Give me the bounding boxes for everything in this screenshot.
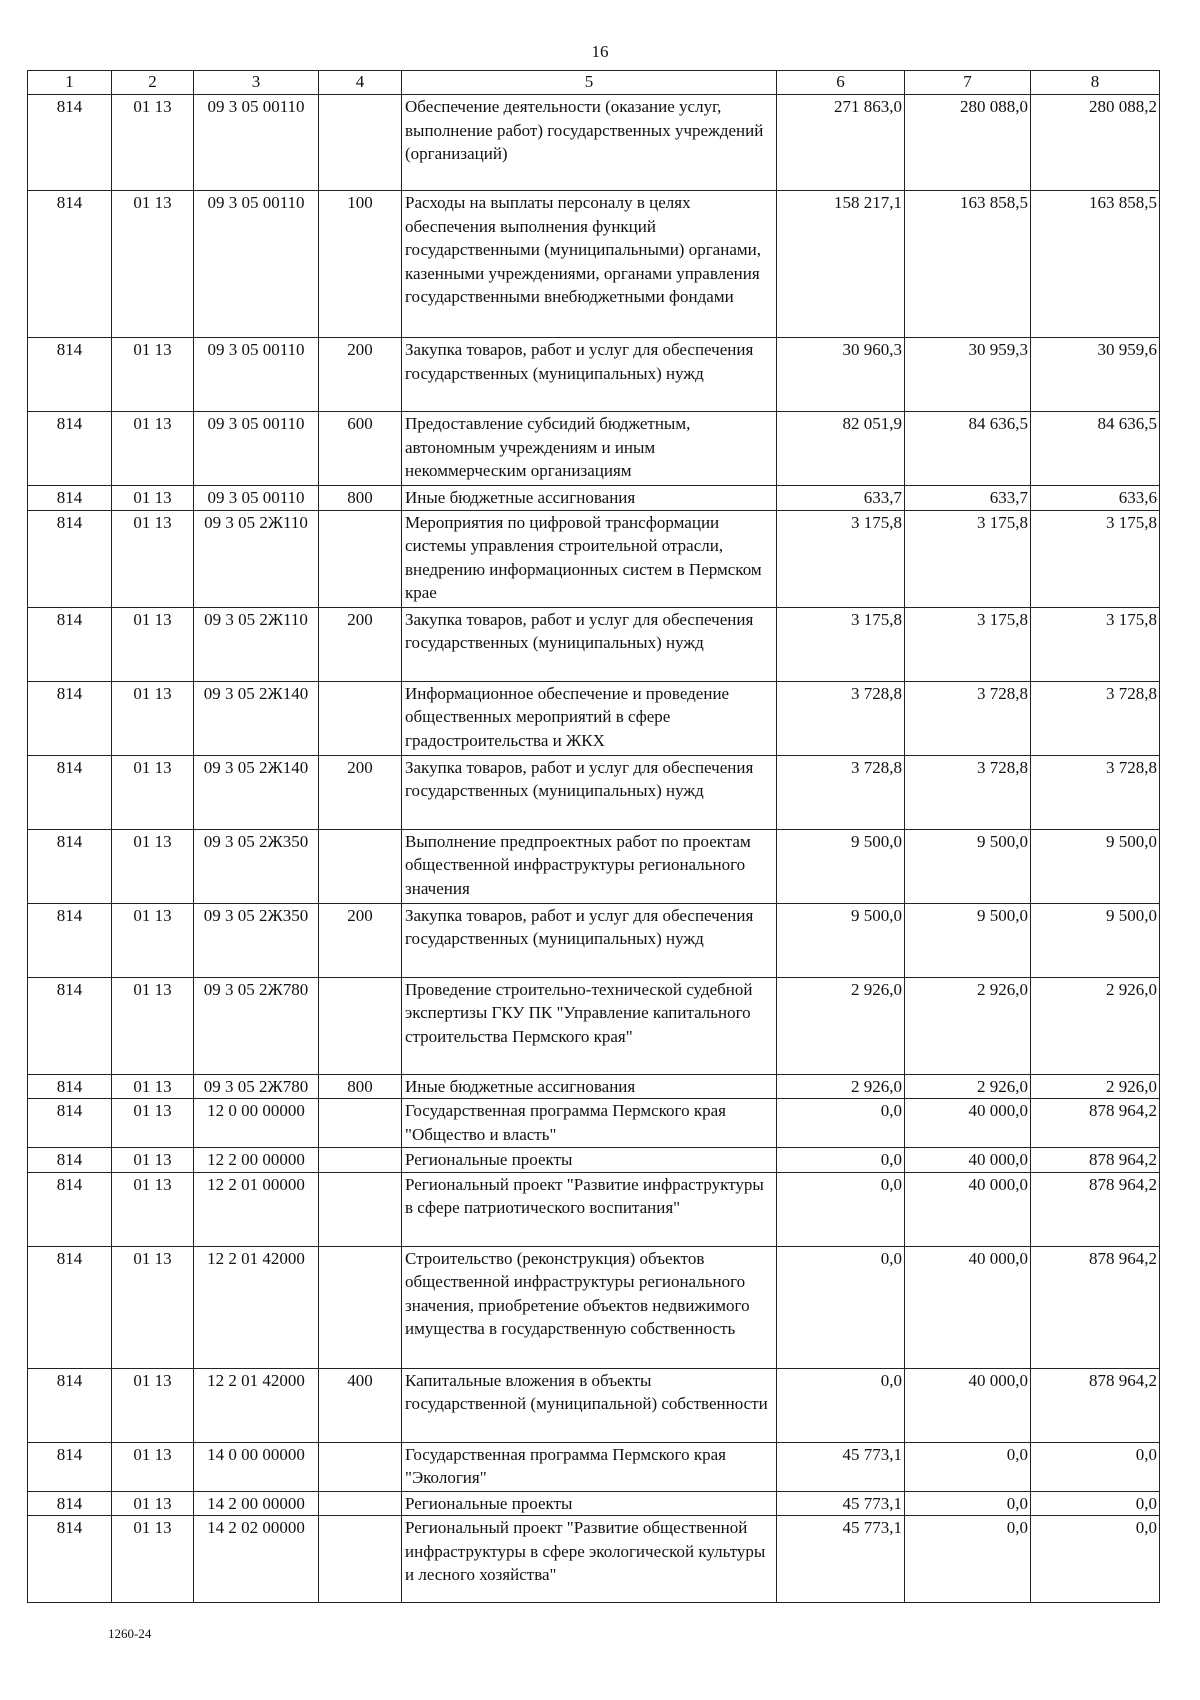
cell-ministry: 814 [28, 1099, 112, 1148]
cell-target-article: 09 3 05 2Ж110 [194, 607, 319, 681]
cell-amount-col8: 878 964,2 [1031, 1368, 1160, 1442]
cell-section: 01 13 [112, 681, 194, 755]
cell-amount-col6: 158 217,1 [777, 191, 905, 338]
cell-amount-col6: 0,0 [777, 1148, 905, 1173]
cell-target-article: 12 2 01 42000 [194, 1368, 319, 1442]
table-row [28, 486, 1160, 511]
cell-expense-type: 600 [319, 412, 402, 486]
page-number: 16 [591, 42, 609, 61]
cell-description: Мероприятия по цифровой трансформации системы управления строительной отрасли, внедрению информационных систем в Пермском крае [402, 510, 777, 607]
cell-expense-type [319, 681, 402, 755]
cell-expense-type [319, 1491, 402, 1516]
cell-description: Строительство (реконструкция) объектов общественной инфраструктуры регионального значения, приобретение объектов недвижимого имущества в государственную собственность [402, 1246, 777, 1368]
cell-section: 01 13 [112, 412, 194, 486]
cell-amount-col7: 0,0 [905, 1491, 1031, 1516]
table-row [28, 1074, 1160, 1099]
cell-amount-col7: 40 000,0 [905, 1099, 1031, 1148]
cell-amount-col6: 0,0 [777, 1172, 905, 1246]
cell-target-article: 12 2 00 00000 [194, 1148, 319, 1173]
cell-section: 01 13 [112, 1074, 194, 1099]
cell-description: Региональные проекты [402, 1148, 777, 1173]
cell-amount-col7: 30 959,3 [905, 338, 1031, 412]
table-row [28, 1516, 1160, 1603]
column-header: 6 [777, 71, 905, 95]
cell-amount-col8: 3 175,8 [1031, 607, 1160, 681]
cell-section: 01 13 [112, 1491, 194, 1516]
cell-amount-col8: 878 964,2 [1031, 1148, 1160, 1173]
cell-amount-col7: 3 728,8 [905, 681, 1031, 755]
cell-amount-col7: 633,7 [905, 486, 1031, 511]
cell-amount-col6: 271 863,0 [777, 95, 905, 191]
cell-description: Иные бюджетные ассигнования [402, 1074, 777, 1099]
cell-target-article: 09 3 05 2Ж140 [194, 681, 319, 755]
cell-amount-col8: 3 175,8 [1031, 510, 1160, 607]
cell-ministry: 814 [28, 1246, 112, 1368]
cell-ministry: 814 [28, 191, 112, 338]
cell-description: Закупка товаров, работ и услуг для обеспечения государственных (муниципальных) нужд [402, 338, 777, 412]
cell-ministry: 814 [28, 510, 112, 607]
table-row [28, 1442, 1160, 1491]
cell-target-article: 12 2 01 00000 [194, 1172, 319, 1246]
cell-amount-col7: 3 175,8 [905, 607, 1031, 681]
cell-target-article: 14 2 00 00000 [194, 1491, 319, 1516]
cell-ministry: 814 [28, 1074, 112, 1099]
cell-amount-col6: 633,7 [777, 486, 905, 511]
cell-amount-col8: 280 088,2 [1031, 95, 1160, 191]
cell-amount-col7: 40 000,0 [905, 1148, 1031, 1173]
cell-amount-col7: 3 175,8 [905, 510, 1031, 607]
cell-expense-type: 200 [319, 607, 402, 681]
table-row [28, 607, 1160, 681]
cell-section: 01 13 [112, 607, 194, 681]
cell-description: Государственная программа Пермского края "Экология" [402, 1442, 777, 1491]
cell-section: 01 13 [112, 510, 194, 607]
cell-expense-type: 200 [319, 903, 402, 977]
cell-description: Региональный проект "Развитие общественной инфраструктуры в сфере экологической культуры и лесного хозяйства" [402, 1516, 777, 1603]
cell-description: Закупка товаров, работ и услуг для обеспечения государственных (муниципальных) нужд [402, 903, 777, 977]
table-row [28, 1368, 1160, 1442]
table-row [28, 977, 1160, 1074]
cell-target-article: 09 3 05 2Ж140 [194, 755, 319, 829]
cell-description: Расходы на выплаты персоналу в целях обеспечения выполнения функций государственными (муниципальными) органами, казенными учреждениями, органами управления государственными внебюджетными фондами [402, 191, 777, 338]
table-row [28, 1172, 1160, 1246]
cell-description: Информационное обеспечение и проведение общественных мероприятий в сфере градостроительства и ЖКХ [402, 681, 777, 755]
cell-ministry: 814 [28, 829, 112, 903]
cell-description: Предоставление субсидий бюджетным, автономным учреждениям и иным некоммерческим организациям [402, 412, 777, 486]
cell-expense-type [319, 829, 402, 903]
cell-amount-col8: 30 959,6 [1031, 338, 1160, 412]
column-header: 4 [319, 71, 402, 95]
cell-section: 01 13 [112, 1172, 194, 1246]
cell-section: 01 13 [112, 1516, 194, 1603]
cell-amount-col6: 30 960,3 [777, 338, 905, 412]
column-header: 8 [1031, 71, 1160, 95]
cell-target-article: 12 2 01 42000 [194, 1246, 319, 1368]
cell-section: 01 13 [112, 1099, 194, 1148]
table-row [28, 95, 1160, 191]
table-row [28, 338, 1160, 412]
cell-amount-col8: 0,0 [1031, 1442, 1160, 1491]
cell-target-article: 14 0 00 00000 [194, 1442, 319, 1491]
cell-section: 01 13 [112, 1368, 194, 1442]
cell-target-article: 12 0 00 00000 [194, 1099, 319, 1148]
cell-amount-col6: 3 728,8 [777, 681, 905, 755]
cell-ministry: 814 [28, 412, 112, 486]
cell-amount-col8: 878 964,2 [1031, 1172, 1160, 1246]
cell-section: 01 13 [112, 1246, 194, 1368]
cell-amount-col7: 9 500,0 [905, 903, 1031, 977]
cell-section: 01 13 [112, 903, 194, 977]
document-code: 1260-24 [108, 1626, 152, 1641]
table-row [28, 755, 1160, 829]
cell-expense-type: 200 [319, 755, 402, 829]
cell-ministry: 814 [28, 903, 112, 977]
budget-table [27, 70, 1160, 1603]
cell-amount-col7: 3 728,8 [905, 755, 1031, 829]
cell-amount-col6: 82 051,9 [777, 412, 905, 486]
cell-amount-col6: 0,0 [777, 1246, 905, 1368]
cell-expense-type [319, 977, 402, 1074]
cell-amount-col7: 2 926,0 [905, 977, 1031, 1074]
cell-amount-col6: 9 500,0 [777, 903, 905, 977]
cell-description: Закупка товаров, работ и услуг для обеспечения государственных (муниципальных) нужд [402, 755, 777, 829]
cell-amount-col8: 3 728,8 [1031, 681, 1160, 755]
cell-ministry: 814 [28, 486, 112, 511]
cell-ministry: 814 [28, 95, 112, 191]
cell-target-article: 09 3 05 00110 [194, 95, 319, 191]
cell-amount-col7: 9 500,0 [905, 829, 1031, 903]
cell-amount-col8: 0,0 [1031, 1516, 1160, 1603]
cell-expense-type: 800 [319, 1074, 402, 1099]
cell-expense-type: 800 [319, 486, 402, 511]
cell-target-article: 14 2 02 00000 [194, 1516, 319, 1603]
column-header: 1 [28, 71, 112, 95]
cell-target-article: 09 3 05 2Ж110 [194, 510, 319, 607]
cell-description: Выполнение предпроектных работ по проектам общественной инфраструктуры регионального значения [402, 829, 777, 903]
cell-description: Закупка товаров, работ и услуг для обеспечения государственных (муниципальных) нужд [402, 607, 777, 681]
cell-amount-col6: 3 175,8 [777, 607, 905, 681]
cell-section: 01 13 [112, 486, 194, 511]
cell-section: 01 13 [112, 191, 194, 338]
cell-amount-col8: 163 858,5 [1031, 191, 1160, 338]
cell-amount-col8: 2 926,0 [1031, 977, 1160, 1074]
table-row [28, 510, 1160, 607]
cell-amount-col8: 878 964,2 [1031, 1099, 1160, 1148]
cell-amount-col7: 84 636,5 [905, 412, 1031, 486]
cell-amount-col8: 84 636,5 [1031, 412, 1160, 486]
cell-expense-type [319, 1516, 402, 1603]
cell-expense-type [319, 510, 402, 607]
cell-amount-col8: 3 728,8 [1031, 755, 1160, 829]
cell-amount-col6: 3 175,8 [777, 510, 905, 607]
cell-amount-col6: 2 926,0 [777, 977, 905, 1074]
cell-amount-col7: 163 858,5 [905, 191, 1031, 338]
cell-description: Обеспечение деятельности (оказание услуг, выполнение работ) государственных учреждений (организаций) [402, 95, 777, 191]
cell-target-article: 09 3 05 00110 [194, 412, 319, 486]
cell-ministry: 814 [28, 1516, 112, 1603]
cell-section: 01 13 [112, 977, 194, 1074]
cell-amount-col6: 45 773,1 [777, 1442, 905, 1491]
cell-amount-col8: 9 500,0 [1031, 903, 1160, 977]
table-body [28, 95, 1160, 1603]
cell-description: Государственная программа Пермского края "Общество и власть" [402, 1099, 777, 1148]
cell-ministry: 814 [28, 977, 112, 1074]
cell-target-article: 09 3 05 00110 [194, 191, 319, 338]
cell-amount-col6: 3 728,8 [777, 755, 905, 829]
cell-ministry: 814 [28, 1148, 112, 1173]
cell-ministry: 814 [28, 755, 112, 829]
table-row [28, 829, 1160, 903]
column-header: 7 [905, 71, 1031, 95]
cell-amount-col7: 40 000,0 [905, 1172, 1031, 1246]
cell-amount-col6: 9 500,0 [777, 829, 905, 903]
column-header: 5 [402, 71, 777, 95]
cell-section: 01 13 [112, 1148, 194, 1173]
cell-expense-type [319, 95, 402, 191]
cell-target-article: 09 3 05 2Ж780 [194, 977, 319, 1074]
table-row [28, 1246, 1160, 1368]
cell-section: 01 13 [112, 95, 194, 191]
cell-section: 01 13 [112, 755, 194, 829]
table-row [28, 1148, 1160, 1173]
cell-amount-col6: 2 926,0 [777, 1074, 905, 1099]
cell-amount-col7: 2 926,0 [905, 1074, 1031, 1099]
header-row [28, 71, 1160, 95]
cell-amount-col8: 633,6 [1031, 486, 1160, 511]
cell-amount-col6: 0,0 [777, 1368, 905, 1442]
cell-ministry: 814 [28, 1172, 112, 1246]
cell-amount-col7: 40 000,0 [905, 1368, 1031, 1442]
column-header: 2 [112, 71, 194, 95]
cell-target-article: 09 3 05 2Ж350 [194, 903, 319, 977]
table-row [28, 1099, 1160, 1148]
cell-ministry: 814 [28, 1442, 112, 1491]
cell-amount-col6: 45 773,1 [777, 1516, 905, 1603]
table-row [28, 903, 1160, 977]
cell-amount-col7: 40 000,0 [905, 1246, 1031, 1368]
table-row [28, 412, 1160, 486]
cell-amount-col6: 0,0 [777, 1099, 905, 1148]
cell-description: Региональные проекты [402, 1491, 777, 1516]
cell-section: 01 13 [112, 338, 194, 412]
cell-ministry: 814 [28, 681, 112, 755]
cell-ministry: 814 [28, 1491, 112, 1516]
cell-amount-col7: 280 088,0 [905, 95, 1031, 191]
cell-amount-col7: 0,0 [905, 1516, 1031, 1603]
cell-expense-type [319, 1246, 402, 1368]
cell-ministry: 814 [28, 1368, 112, 1442]
cell-amount-col8: 9 500,0 [1031, 829, 1160, 903]
cell-description: Иные бюджетные ассигнования [402, 486, 777, 511]
cell-amount-col8: 0,0 [1031, 1491, 1160, 1516]
cell-section: 01 13 [112, 1442, 194, 1491]
cell-ministry: 814 [28, 607, 112, 681]
cell-ministry: 814 [28, 338, 112, 412]
cell-expense-type [319, 1442, 402, 1491]
cell-section: 01 13 [112, 829, 194, 903]
table-row [28, 191, 1160, 338]
column-header: 3 [194, 71, 319, 95]
cell-description: Проведение строительно-технической судебной экспертизы ГКУ ПК "Управление капитального строительства Пермского края" [402, 977, 777, 1074]
cell-target-article: 09 3 05 2Ж780 [194, 1074, 319, 1099]
cell-target-article: 09 3 05 00110 [194, 486, 319, 511]
cell-expense-type: 200 [319, 338, 402, 412]
table-row [28, 1491, 1160, 1516]
table-row [28, 681, 1160, 755]
cell-target-article: 09 3 05 2Ж350 [194, 829, 319, 903]
cell-expense-type [319, 1148, 402, 1173]
cell-amount-col6: 45 773,1 [777, 1491, 905, 1516]
cell-amount-col8: 2 926,0 [1031, 1074, 1160, 1099]
cell-description: Региональный проект "Развитие инфраструктуры в сфере патриотического воспитания" [402, 1172, 777, 1246]
cell-amount-col8: 878 964,2 [1031, 1246, 1160, 1368]
cell-expense-type: 400 [319, 1368, 402, 1442]
cell-expense-type: 100 [319, 191, 402, 338]
cell-description: Капитальные вложения в объекты государственной (муниципальной) собственности [402, 1368, 777, 1442]
cell-target-article: 09 3 05 00110 [194, 338, 319, 412]
cell-expense-type [319, 1172, 402, 1246]
cell-amount-col7: 0,0 [905, 1442, 1031, 1491]
cell-expense-type [319, 1099, 402, 1148]
